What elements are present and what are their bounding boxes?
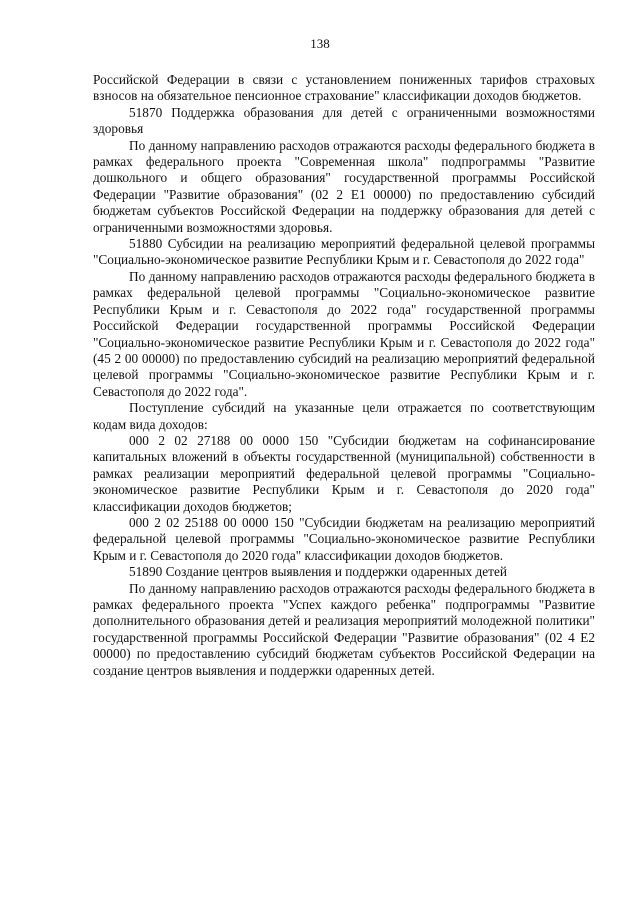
section-heading-51890: 51890 Создание центров выявления и поддержки одаренных детей	[129, 564, 507, 580]
paragraph-income-intro: Поступление субсидий на указанные цели отражается по соответствующим кодам вида доходов:	[93, 400, 595, 432]
page-number: 138	[310, 36, 330, 51]
paragraph-income-code-27188: 000 2 02 27188 00 0000 150 "Субсидии бюджетам на софинансирование капитальных вложений в объекты государственной (муниципальной) собственности в рамках реализации мероприятий федеральной целевой программы "Социально-экономическое развитие Республики Крым и г. Севастополя до 2020 года" классификации доходов бюджетов;	[93, 432, 595, 514]
paragraph-continuation: Российской Федерации в связи с установлением пониженных тарифов страховых взносов на обязательное пенсионное страхование" классификации доходов бюджетов.	[93, 72, 595, 104]
document-body	[93, 72, 595, 679]
section-heading-51880: 51880 Субсидии на реализацию мероприятий федеральной целевой программы "Социально-экономическое развитие Республики Крым и г. Севастополя до 2022 года"	[93, 236, 595, 268]
paragraph-income-code-25188: 000 2 02 25188 00 0000 150 "Субсидии бюджетам на реализацию мероприятий федеральной целевой программы "Социально-экономическое развитие Республики Крым и г. Севастополя до 2020 года" классификации доходов бюджетов.	[93, 514, 595, 563]
paragraph-51890-description: По данному направлению расходов отражаются расходы федерального бюджета в рамках федерального проекта "Успех каждого ребенка" подпрограммы "Развитие дополнительного образования детей и реализация мероприятий молодежной политики" государственной программы Российской Федерации "Развитие образования" (02 4 E2 00000) по предоставлению субсидий бюджетам субъектов Российской Федерации на создание центров выявления и поддержки одаренных детей.	[93, 580, 595, 678]
section-heading-51870: 51870 Поддержка образования для детей с ограниченными возможностями здоровья	[93, 104, 595, 137]
paragraph-51880-description: По данному направлению расходов отражаются расходы федерального бюджета в рамках федеральной целевой программы "Социально-экономическое развитие Республики Крым и г. Севастополя до 2022 года" государственной программы Российской Федерации государственной программы Российской Федерации "Социально-экономическое развитие Республики Крым и г. Севастополя до 2022 года" (45 2 00 00000) по предоставлению субсидий на реализацию мероприятий федеральной целевой программы "Социально-экономическое развитие Республики Крым и г. Севастополя до 2022 года".	[93, 268, 595, 399]
paragraph-51870-description: По данному направлению расходов отражаются расходы федерального бюджета в рамках федерального проекта "Современная школа" подпрограммы "Развитие дошкольного и общего образования" государственной программы Российской Федерации "Развитие образования" (02 2 E1 00000) по предоставлению субсидий бюджетам субъектов Российской Федерации на поддержку образования для детей с ограниченными возможностями здоровья.	[93, 137, 595, 235]
